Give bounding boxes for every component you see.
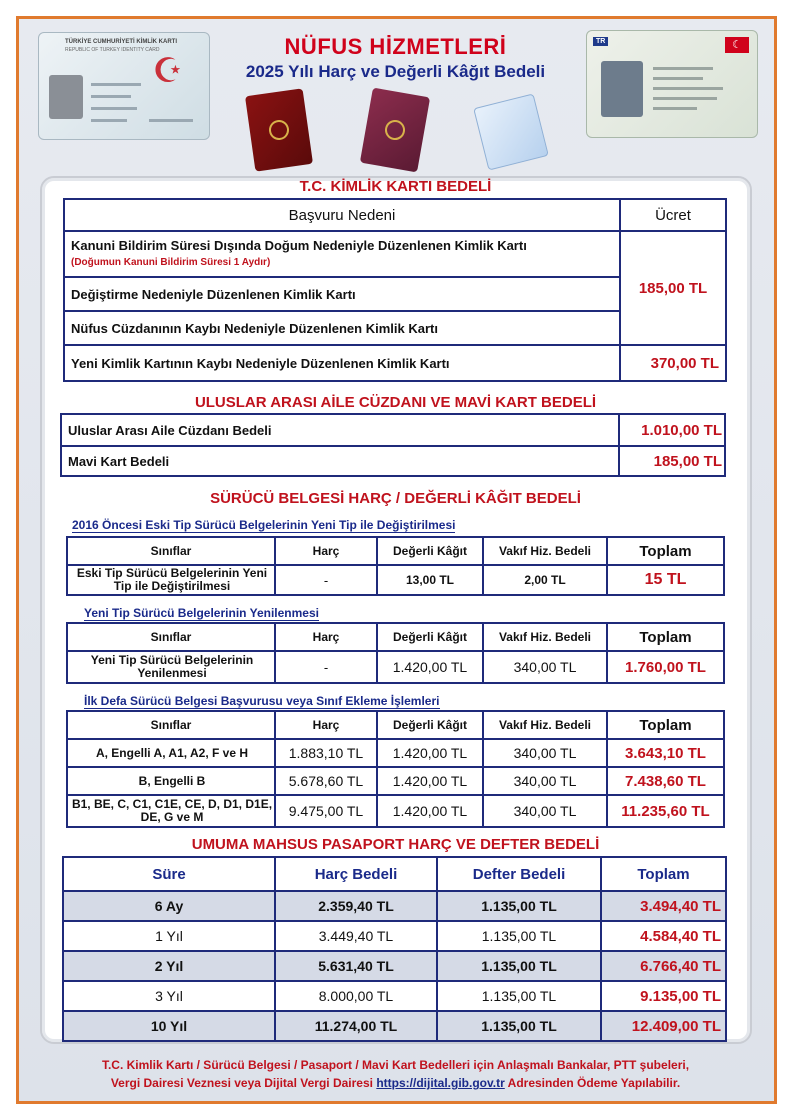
aile-row-label-2: Mavi Kart Bedeli [68, 453, 170, 469]
page-subtitle: 2025 Yılı Harç ve Değerli Kâğıt Bedeli [245, 62, 546, 81]
t3-row2-vakif: 340,00 TL [513, 773, 577, 789]
t1-vakif: 2,00 TL [524, 573, 566, 587]
th-vakif: Vakıf Hiz. Bedeli [498, 718, 592, 732]
aile-table [60, 413, 726, 477]
header [20, 20, 771, 170]
blue-card-image [473, 93, 549, 170]
prow4-harc: 8.000,00 TL [318, 988, 394, 1004]
prow5-toplam: 12.409,00 TL [631, 1017, 721, 1035]
t2-vakif: 340,00 TL [513, 659, 577, 675]
prow2-harc: 3.449,40 TL [318, 928, 394, 944]
t1-toplam: 15 TL [644, 571, 687, 588]
t2-harc: - [323, 659, 329, 675]
th-toplam: Toplam [639, 628, 692, 646]
t3-row2-harc: 5.678,60 TL [288, 773, 364, 789]
prow4-sure: 3 Yıl [155, 988, 183, 1004]
kimlik-table [63, 198, 727, 382]
prow1-defter: 1.135,00 TL [481, 898, 557, 914]
pth-harc: Harç Bedeli [314, 865, 398, 883]
footer-line-1: T.C. Kimlik Kartı / Sürücü Belgesi / Pasaport / Mavi Kart Bedelleri için Anlaşmalı Bankalar, PTT şubeleri, [101, 1058, 690, 1072]
prow1-sure: 6 Ay [154, 898, 184, 914]
flag-icon: ☾ [725, 37, 749, 53]
t2-degerli: 1.420,00 TL [392, 659, 468, 675]
surucu-section-title: SÜRÜCÜ BELGESİ HARÇ / DEĞERLİ KÂĞIT BEDELİ [210, 490, 581, 507]
th-classes: Sınıflar [150, 544, 192, 558]
prow2-toplam: 4.584,40 TL [640, 927, 721, 945]
footer-text-a: Vergi Dairesi Veznesi veya Dijital Vergi Dairesi [110, 1076, 373, 1090]
footer-line-2 [20, 1076, 771, 1090]
kimlik-row-4: Yeni Kimlik Kartının Kaybı Nedeniyle Düzenlenen Kimlik Kartı [71, 355, 450, 371]
t3-row2-toplam: 7.438,60 TL [625, 772, 706, 790]
prow5-harc: 11.274,00 TL [314, 1018, 398, 1034]
t1-degerli: 13,00 TL [405, 573, 455, 587]
prow3-defter: 1.135,00 TL [481, 958, 557, 974]
pth-defter: Defter Bedeli [472, 865, 566, 883]
pasaport-section-title: UMUMA MAHSUS PASAPORT HARÇ VE DEFTER BEDELİ [191, 836, 600, 853]
th-harc: Harç [312, 718, 340, 732]
pth-sure: Süre [152, 865, 186, 883]
t3-row1-degerli: 1.420,00 TL [392, 745, 468, 761]
th-vakif: Vakıf Hiz. Bedeli [498, 544, 592, 558]
aile-section-title: ULUSLAR ARASI AİLE CÜZDANI VE MAVİ KART BEDELİ [194, 394, 597, 411]
family-booklet-image [360, 88, 430, 173]
th-degerli: Değerli Kâğıt [392, 718, 467, 732]
prow2-sure: 1 Yıl [155, 928, 183, 944]
th-harc: Harç [312, 544, 340, 558]
crescent-icon: ☪ [152, 52, 183, 90]
licence-photo [601, 61, 643, 117]
t1-class: Eski Tip Sürücü Belgelerinin Yeni Tip ile Değiştirilmesi [76, 566, 268, 593]
th-degerli: Değerli Kâğıt [392, 630, 467, 644]
th-toplam: Toplam [639, 542, 692, 560]
surucu-t3-subtitle: İlk Defa Sürücü Belgesi Başvurusu veya Sınıf Ekleme İşlemleri [84, 694, 440, 708]
kimlik-fee-group: 185,00 TL [638, 279, 708, 297]
col-header-reason: Başvuru Nedeni [288, 206, 396, 224]
licence-country-tag: TR [593, 37, 608, 46]
passport-image [245, 88, 313, 171]
id-card-caption-en: REPUBLIC OF TURKEY IDENTITY CARD [65, 47, 160, 53]
prow3-sure: 2 Yıl [154, 958, 184, 974]
aile-row-value-2: 185,00 TL [653, 452, 722, 470]
t3-row1-toplam: 3.643,10 TL [625, 744, 706, 762]
surucu-t2-subtitle: Yeni Tip Sürücü Belgelerinin Yenilenmesi [84, 606, 319, 620]
surucu-table-1 [66, 536, 725, 596]
th-harc: Harç [312, 630, 340, 644]
driving-licence-image [586, 30, 758, 138]
t3-row3-vakif: 340,00 TL [513, 803, 577, 819]
prow3-harc: 5.631,40 TL [318, 958, 394, 974]
th-vakif: Vakıf Hiz. Bedeli [498, 630, 592, 644]
prow3-toplam: 6.766,40 TL [640, 957, 721, 975]
kimlik-row-1: Kanuni Bildirim Süresi Dışında Doğum Nedeniyle Düzenlenen Kimlik Kartı [71, 237, 527, 253]
prow5-defter: 1.135,00 TL [481, 1018, 557, 1034]
kimlik-fee-last: 370,00 TL [650, 354, 719, 372]
aile-row-value-1: 1.010,00 TL [641, 421, 722, 439]
kimlik-row-3: Nüfus Cüzdanının Kaybı Nedeniyle Düzenlenen Kimlik Kartı [71, 320, 438, 336]
prow1-harc: 2.359,40 TL [318, 898, 394, 914]
surucu-t1-subtitle: 2016 Öncesi Eski Tip Sürücü Belgelerinin Yeni Tip ile Değiştirilmesi [72, 518, 456, 532]
t3-row1-class: A, Engelli A, A1, A2, F ve H [95, 746, 249, 760]
col-header-fee: Ücret [655, 206, 691, 224]
surucu-table-3 [66, 710, 725, 828]
th-toplam: Toplam [639, 716, 692, 734]
surucu-table-2 [66, 622, 725, 684]
th-classes: Sınıflar [150, 630, 192, 644]
t3-row3-toplam: 11.235,60 TL [621, 802, 710, 820]
t2-toplam: 1.760,00 TL [625, 658, 706, 676]
th-degerli: Değerli Kâğıt [392, 544, 467, 558]
t3-row2-class: B, Engelli B [138, 774, 206, 788]
prow4-toplam: 9.135,00 TL [640, 987, 721, 1005]
id-card-caption: TÜRKİYE CUMHURİYETİ KİMLİK KARTI [65, 39, 177, 45]
prow4-defter: 1.135,00 TL [481, 988, 557, 1004]
prow5-sure: 10 Yıl [150, 1018, 188, 1034]
aile-row-label-1: Uluslar Arası Aile Cüzdanı Bedeli [68, 422, 272, 438]
page-title: NÜFUS HİZMETLERİ [284, 34, 507, 59]
kimlik-section-title: T.C. KİMLİK KARTI BEDELİ [299, 178, 492, 195]
t3-row3-harc: 9.475,00 TL [288, 803, 364, 819]
footer-text-b: Adresinden Ödeme Yapılabilir. [507, 1076, 681, 1090]
t2-class: Yeni Tip Sürücü Belgelerinin Yenilenmesi [90, 653, 254, 680]
t3-row3-degerli: 1.420,00 TL [392, 803, 468, 819]
pasaport-table [62, 856, 727, 1042]
payment-link[interactable]: https://dijital.gib.gov.tr [376, 1076, 505, 1090]
t1-harc: - [323, 572, 329, 588]
t3-row3-class: B1, BE, C, C1, C1E, CE, D, D1, D1E, DE, G ve M [71, 797, 273, 824]
t3-row1-vakif: 340,00 TL [513, 745, 577, 761]
th-classes: Sınıflar [150, 718, 192, 732]
kimlik-row-2: Değiştirme Nedeniyle Düzenlenen Kimlik Kartı [71, 286, 356, 302]
t3-row1-harc: 1.883,10 TL [288, 745, 364, 761]
t3-row2-degerli: 1.420,00 TL [392, 773, 468, 789]
prow1-toplam: 3.494,40 TL [640, 897, 721, 915]
prow2-defter: 1.135,00 TL [481, 928, 557, 944]
pth-toplam: Toplam [637, 865, 690, 883]
kimlik-row-1-note: (Doğumun Kanuni Bildirim Süresi 1 Aydır) [71, 256, 271, 268]
